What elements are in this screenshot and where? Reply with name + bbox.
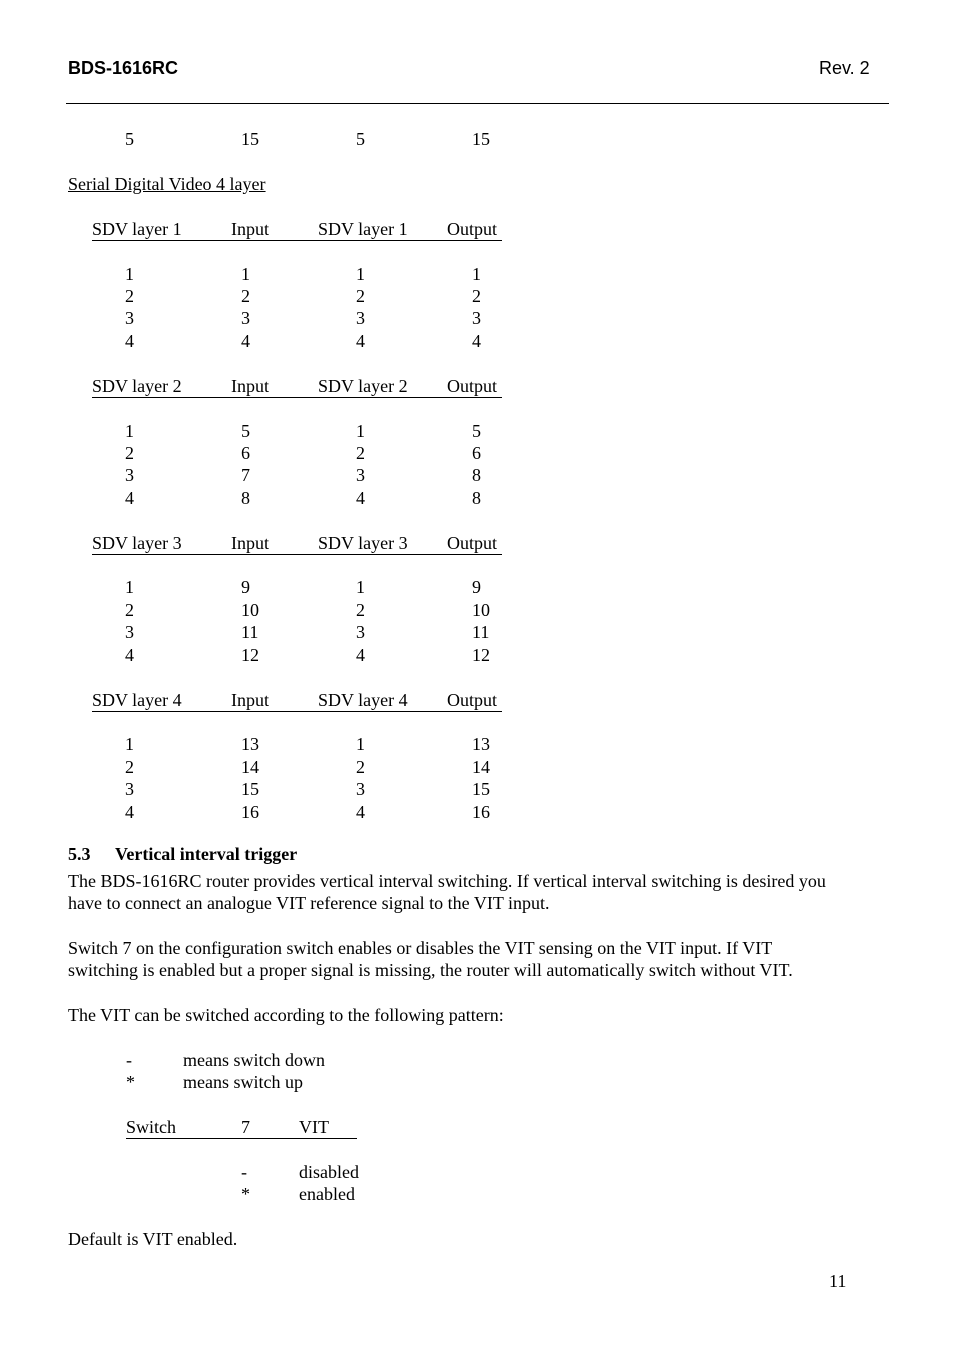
table-row: 2 10 2 10 (125, 600, 490, 620)
paragraph: The BDS-1616RC router provides vertical interval switching. If vertical interval switching is desired you have to connect an analogue VIT reference signal to the VIT input. (68, 871, 826, 913)
table-row: 1 1 1 1 (125, 264, 481, 284)
legend-text: means switch down (183, 1050, 325, 1070)
revision-label: Rev. 2 (819, 58, 870, 78)
table-row: 4 16 4 16 (125, 802, 490, 822)
table-row: 3 11 3 11 (125, 622, 490, 642)
page-number: 11 (829, 1271, 847, 1291)
switch-state: enabled (299, 1184, 355, 1204)
switch-symbol: - (241, 1162, 247, 1182)
section-heading: Vertical interval trigger (115, 844, 298, 864)
switch-table-header: Switch 7 VIT (126, 1116, 357, 1139)
paragraph: Switch 7 on the configuration switch enables or disables the VIT sensing on the VIT input. If VIT switching is enabled but a proper signal is missing, the router will automatically switch without VIT. (68, 938, 793, 980)
legend-text: means switch up (183, 1072, 303, 1092)
table-row: 1 5 1 5 (125, 421, 481, 441)
switch-symbol: * (241, 1184, 250, 1204)
paragraph: The VIT can be switched according to the following pattern: (68, 1005, 504, 1025)
section-title: Serial Digital Video 4 layer (68, 174, 266, 194)
table-row: 2 14 2 14 (125, 757, 490, 777)
section-number: 5.3 (68, 844, 91, 864)
legend-symbol: * (126, 1072, 135, 1092)
table-row: 4 8 4 8 (125, 488, 481, 508)
table-row: 1 13 1 13 (125, 734, 490, 754)
switch-state: disabled (299, 1162, 359, 1182)
layer-table-header: SDV layer 1 Input SDV layer 1 Output (92, 218, 502, 241)
table-row: 4 4 4 4 (125, 331, 481, 351)
header-divider (66, 103, 889, 104)
default-note: Default is VIT enabled. (68, 1229, 238, 1249)
table-row: 1 9 1 9 (125, 577, 481, 597)
table-row: 5 15 5 15 (125, 129, 490, 149)
legend-symbol: - (126, 1050, 132, 1070)
table-row: 4 12 4 12 (125, 645, 490, 665)
table-row: 3 7 3 8 (125, 465, 481, 485)
layer-table-header: SDV layer 2 Input SDV layer 2 Output (92, 375, 502, 398)
table-row: 3 3 3 3 (125, 308, 481, 328)
layer-table-header: SDV layer 3 Input SDV layer 3 Output (92, 532, 502, 555)
table-row: 3 15 3 15 (125, 779, 490, 799)
table-row: 2 2 2 2 (125, 286, 481, 306)
table-row: 2 6 2 6 (125, 443, 481, 463)
document-title: BDS-1616RC (68, 58, 179, 78)
layer-table-header: SDV layer 4 Input SDV layer 4 Output (92, 689, 502, 712)
